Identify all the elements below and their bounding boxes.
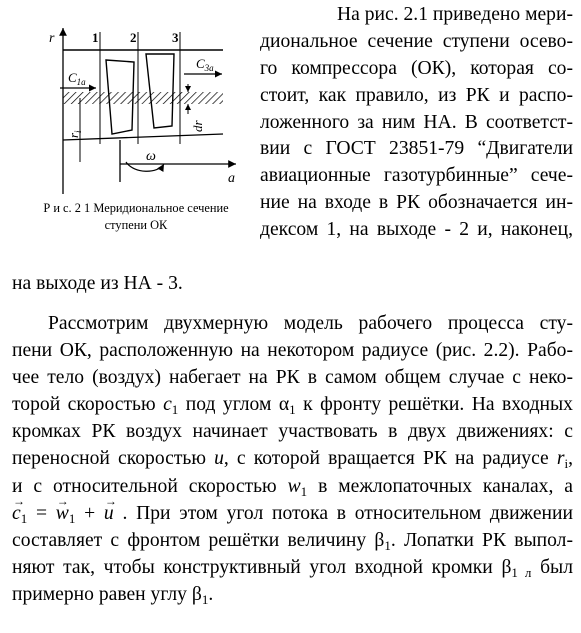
station-3-label: 3 (172, 30, 179, 45)
dr-band (63, 92, 223, 104)
dr-label: dr (190, 120, 205, 132)
p1-line: На рис. 2.1 приведено мери- (336, 4, 573, 25)
c1a-label: $C_{1a}$ (68, 70, 86, 87)
figure-caption: Р и с. 2 1 Меридиональное сечение ступени ОК (43, 201, 229, 232)
p1-line: ние на входе в РК обозначается ин- (260, 192, 573, 214)
c3a-label: $C_{3a}$ (196, 56, 214, 73)
p1-line: го компрессора (ОК), которая со- (260, 57, 573, 79)
meridional-section-figure (8, 4, 248, 240)
paragraph-2: Рассмотрим двухмерную модель рабочего процесса сту- пени ОК, расположенную на некотором радиусе (рис. 2.2). Рабо- чее тело (воздух) набегает на РК в самом общем случае с неко- торой скоростью $c_1$ под углом $\alpha_1$ к фронту решётки. На входных кромках РК воздух начинает участвовать в двух движениях: с переносной скоростью u, с которой вращается РК на радиусе $r_i$, и с относительной скоростью $w_1$ в межлопаточных каналах, а → $c_1$ = → $w_1$ + → u . При этом угол потока в относительном движении составляет с фронтом решётки величину $\beta_1$. Лопатки РК выпол- няют так, чтобы конструктивный угол входной кромки $\beta_{1 л}$ был примерно равен углу $\beta_1$. (12, 310, 573, 608)
ri-label: $r_i$ (66, 130, 83, 138)
p1-line: стоит, как правило, из РК и распо- (260, 84, 573, 106)
p1-line: авиационные газотурбинные” сече- (260, 165, 573, 187)
p1-line: дексом 1, на выходе - 2 и, наконец, (260, 219, 573, 241)
p1-last-line: на выходе из НА - 3. (12, 273, 183, 294)
station-1-label: 1 (92, 30, 99, 45)
r-axis-label: r (49, 31, 55, 46)
a-axis-label: a (228, 171, 235, 186)
stage-diagram (8, 4, 248, 200)
p1-line: вии с ГОСТ 23851-79 “Двигатели (260, 138, 573, 160)
omega-label: ω (146, 149, 156, 164)
paragraph-1-right-column (260, 2, 573, 244)
hub-contour (63, 134, 223, 140)
p1-line: диональное сечение ступени осево- (260, 30, 573, 52)
stator-blade (146, 54, 174, 128)
station-2-label: 2 (130, 30, 137, 45)
p1-line: ложенного за ним НА. В соответст- (260, 111, 573, 133)
